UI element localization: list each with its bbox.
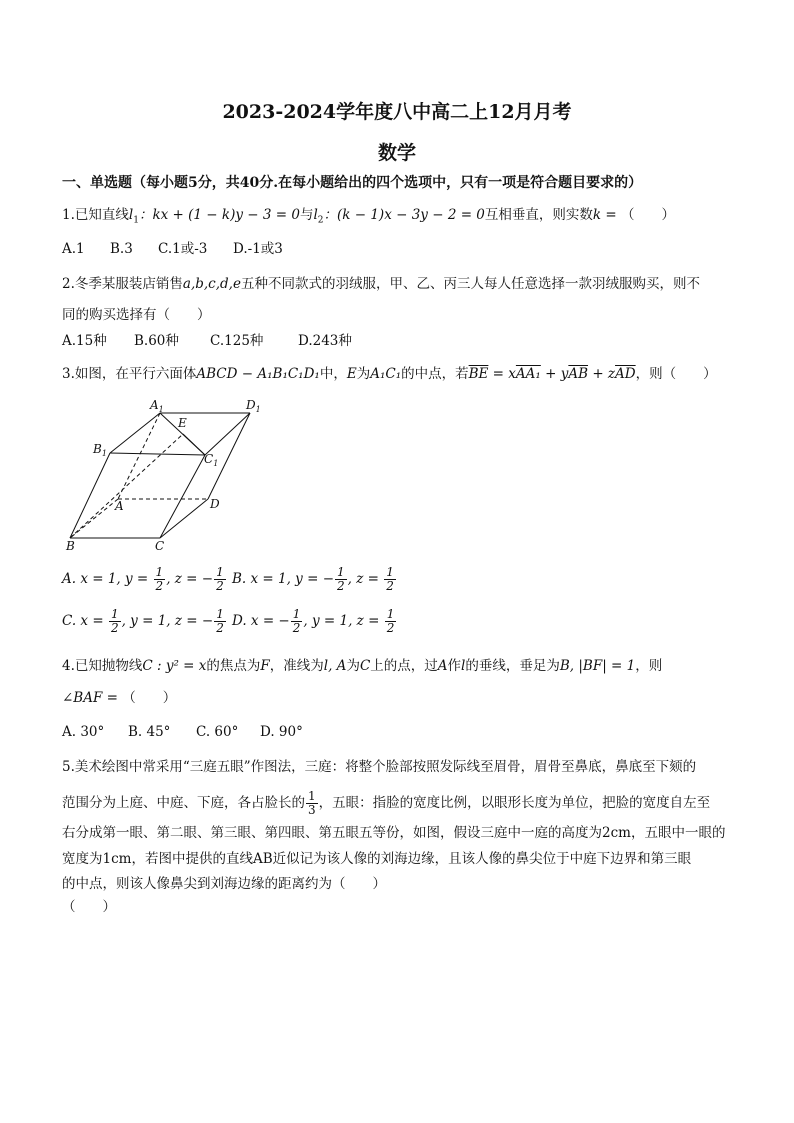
label-b1: $B_1$	[93, 442, 107, 458]
question-5-line3: 右分成第一眼、第二眼、第三眼、第四眼、第五眼五等份，如图，假设三庭中一庭的高度为2cm，五眼中一眼的	[62, 825, 726, 841]
edge-a1b1	[110, 413, 160, 453]
question-3-stem: 3.如图，在平行六面体ABCD − A₁B₁C₁D₁中，E为A₁C₁的中点，若$\overline{BE} = xAA_1 + y\overline{AB} + z\overline{AD}$，则（ ）	[62, 366, 717, 382]
option-b[interactable]: B.3	[110, 241, 133, 257]
option-c[interactable]: C. 60°	[196, 724, 239, 740]
question-1-stem: 1.已知直线$l_1$：kx + (1 − k)y − 3 = 0与$l_2$：(k − 1)x − 3y − 2 = 0互相垂直，则实数k = （ ）	[62, 207, 675, 226]
option-b[interactable]: B. 45°	[128, 724, 171, 740]
question-5-line4: 宽度为1cm，若图中提供的直线AB近似记为该人像的刘海边缘，且该人像的鼻尖位于中庭下边界和第三眼	[62, 851, 692, 867]
label-a: A	[115, 499, 124, 513]
option-d[interactable]: D. x = − $\frac{1}{2}$ , y = 1, z = $\frac{1}{2}$	[232, 607, 395, 635]
option-a[interactable]: A.15种	[62, 333, 107, 349]
option-d[interactable]: D. 90°	[260, 724, 303, 740]
label-e: E	[178, 416, 187, 430]
question-5-line6: （ ）	[62, 899, 116, 915]
seg-ec1	[183, 434, 205, 455]
label-b: B	[66, 539, 75, 553]
option-a[interactable]: A. 30°	[62, 724, 105, 740]
edge-cd	[160, 499, 208, 538]
parallelepiped-figure	[60, 398, 280, 558]
label-c: C	[155, 539, 165, 553]
edge-a1a	[118, 413, 160, 499]
question-4-stem: 4.已知抛物线C : y² = x的焦点为F，准线为l, A为C上的点，过A作l的垂线，垂足为B, |BF| = 1，则	[62, 658, 663, 674]
question-2-options	[62, 331, 352, 351]
edge-d1c1	[205, 413, 250, 455]
option-d[interactable]: D.243种	[298, 333, 352, 349]
exam-title: 2023-2024学年度八中高二上12月月考	[222, 101, 572, 123]
section-heading: 一、单选题（每小题5分，共40分.在每小题给出的四个选项中，只有一项是符合题目要求的）	[62, 175, 643, 191]
label-d1: $D_1$	[246, 398, 261, 414]
seg-be	[70, 434, 183, 538]
question-5-line2: 范围分为上庭、中庭、下庭，各占脸长的 $\frac{1}{3}$ ，五眼：指脸的宽度比例，以眼形长度为单位，把脸的宽度自左至	[62, 789, 711, 817]
question-5-line5: 的中点，则该人像鼻尖到刘海边缘的距离约为（ ）	[62, 876, 386, 892]
edge-b1b	[70, 453, 110, 538]
edge-ab	[70, 499, 118, 538]
option-d[interactable]: D.-1或3	[233, 241, 283, 257]
label-c1: $C_1$	[204, 452, 219, 468]
question-1-options	[62, 239, 283, 259]
question-4-stem-cont: ∠BAF = （ ）	[62, 690, 177, 706]
edge-c1c	[160, 455, 205, 538]
question-3-options-ab	[62, 566, 397, 593]
question-3-options-cd	[62, 608, 397, 635]
option-c[interactable]: C.125种	[210, 333, 264, 349]
option-a[interactable]: A. x = 1, y = $\frac{1}{2}$ , z = − $\frac{1}{2}$	[62, 565, 224, 593]
option-b[interactable]: B.60种	[134, 333, 179, 349]
subject-title: 数学	[377, 142, 416, 164]
option-c[interactable]: C. x = $\frac{1}{2}$ , y = 1, z = − $\frac{1}{2}$	[62, 607, 224, 635]
question-5-line1: 5.美术绘图中常采用“三庭五眼”作图法，三庭：将整个脸部按照发际线至眉骨，眉骨至鼻底，鼻底至下颏的	[62, 759, 697, 775]
label-a1: $A_1$	[150, 398, 164, 414]
edge-b1c1	[110, 453, 205, 455]
question-2-stem: 2.冬季某服装店销售a,b,c,d,e五种不同款式的羽绒服，甲、乙、丙三人每人任意选择一款羽绒服购买，则不	[62, 276, 700, 292]
option-a[interactable]: A.1	[62, 241, 85, 257]
label-d: D	[210, 497, 220, 511]
question-2-stem-cont: 同的购买选择有（ ）	[62, 307, 211, 323]
edge-d1d	[208, 413, 250, 499]
question-4-options	[62, 722, 303, 742]
option-b[interactable]: B. x = 1, y = − $\frac{1}{2}$ , z = $\frac{1}{2}$	[232, 565, 394, 593]
option-c[interactable]: C.1或-3	[158, 241, 208, 257]
